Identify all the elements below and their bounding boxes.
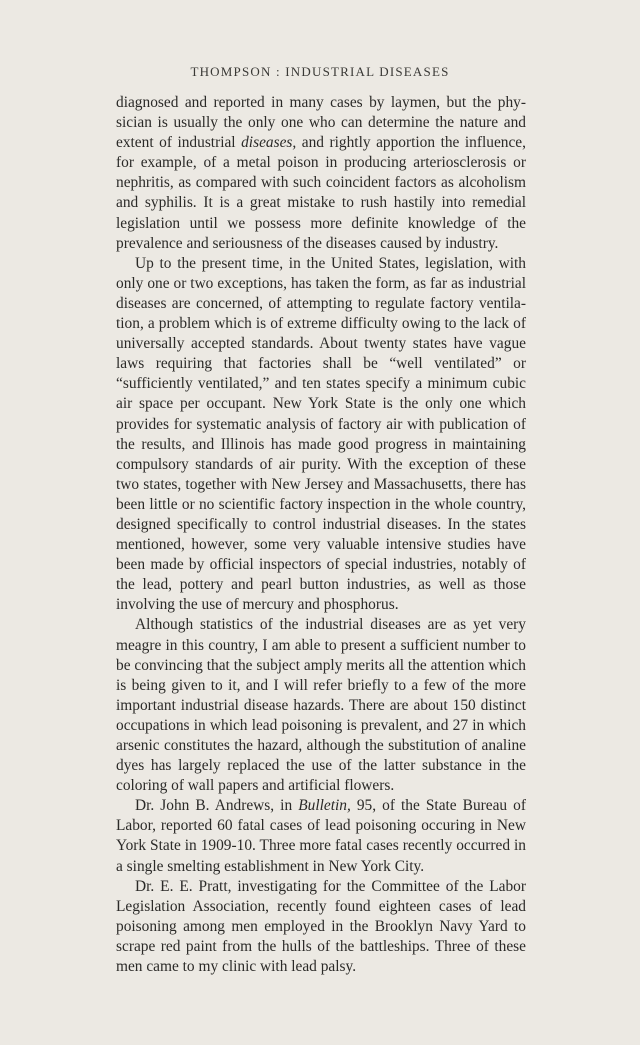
italic-text: Bulletin, [298,797,351,815]
paragraph [116,796,526,876]
paragraph [116,93,526,254]
body-text [116,93,526,977]
paragraph-text: Dr. E. E. Pratt, investigating for the Committee of the Labor Legislation Association, recently found eighteen cases of lead poisoning among men employed in the Brooklyn Navy Yard to scrape red paint from the hulls of the battleships. Three of these men came to my clinic with lead palsy. [116,877,526,976]
paragraph-text: 95, of the State Bureau of Labor, reported 60 fatal cases of lead poisoning occuring in New York State in 1909-10. Three more fatal cases recently occurred in a single smelting establishment in New York City. [116,797,526,875]
paragraph-text: diagnosed and reported in many cases by laymen, but the physician is usually the only one who can determine the nature and extent of industrial [116,94,526,152]
running-head: THOMPSON : INDUSTRIAL DISEASES [190,64,450,79]
paragraph-text: Up to the present time, in the United States, legislation, with only one or two exceptions, has taken the form, as far as industrial diseases are concerned, of attempting to regulate factory ventilation, a problem which is of extreme difficulty owing to the lack of universally accepted standards. About twenty states have vague laws requiring that factories shall be “well ventilated” or “sufficiently ventilated,” and ten states specify a minimum cubic air space per occupant. New York State is the only one which provides for systematic analysis of factory air with publication of the results, and Illinois has made good progress in maintaining compulsory standards of air purity. With the exception of these two states, together with New Jersey and Massachusetts, there has been little or no scientific factory inspection in the whole country, designed specifically to control industrial diseases. In the states mentioned, however, some very valuable intensive studies have been made by official inspectors of special industries, notably of the lead, pottery and pearl button industries, as well as those involving the use of mercury and phosphorus. [116,254,526,614]
paragraph-text: and rightly apportion the influence, for example, of a metal poison in producing arteriosclerosis or nephritis, as compared with such coincident factors as alcoholism and syphilis. It is a great mistake to rush hastily into remedial legislation until we possess more definite knowledge of the prevalence and seriousness of the diseases caused by industry. [116,134,526,252]
paragraph [116,254,526,616]
italic-text: diseases, [241,134,297,152]
paragraph-text: Dr. John B. Andrews, in [135,797,299,815]
paragraph [116,877,526,977]
paragraph [116,615,526,796]
paragraph-text: Although statistics of the industrial diseases are as yet very meagre in this country, I am able to present a sufficient number to be convincing that the subject amply merits all the attention which is being given to it, and I will refer briefly to a few of the more important industrial disease hazards. There are about 150 distinct occupations in which lead poisoning is prevalent, and 27 in which arsenic constitutes the hazard, although the substitution of analine dyes has largely replaced the use of the latter substance in the coloring of wall papers and artificial flowers. [116,616,526,795]
